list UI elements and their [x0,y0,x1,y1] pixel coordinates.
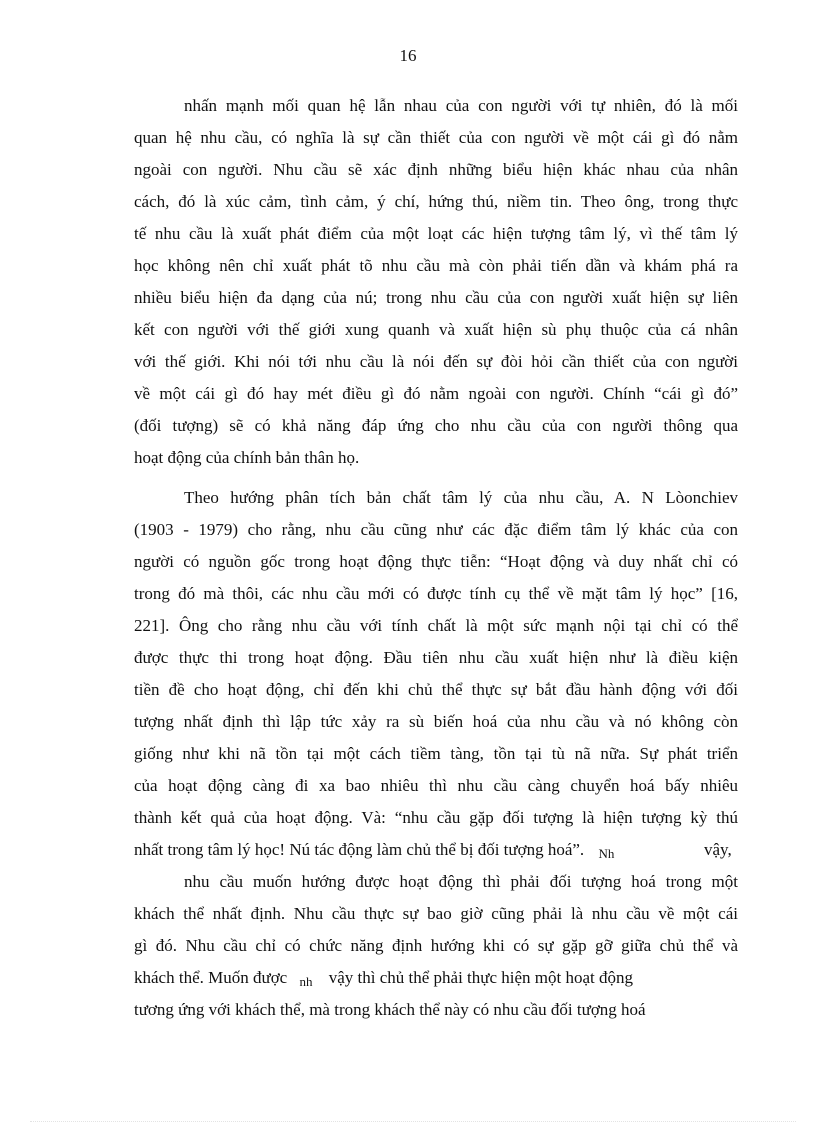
text-line: hoạt động của chính bản thân họ. [134,448,360,467]
text-line: Theo hướng phân tích bản chất tâm lý của nhu cầu, A. N Lòonchiev [184,488,738,507]
text-line [134,840,614,861]
text-line: tương ứng với khách thể, mà trong khách thể này có nhu cầu đối tượng hoá [134,1000,646,1019]
text-line: kết con người với thế giới xung quanh và xuất hiện sù phụ thuộc của cá nhân [134,320,738,339]
text-line: được thực thi trong hoạt động. Đầu tiên nhu cầu xuất hiện như là điều kiện [134,648,738,667]
text-line: cách, đó là xúc cảm, tình cảm, ý chí, hứng thú, niềm tin. Theo ông, trong thực [134,192,738,211]
page-number: 16 [399,46,417,65]
text-line: giống như khi nã tồn tại một cách tiềm tàng, tồn tại tù nã nữa. Sự phát triển [134,744,738,763]
text-line: với thế giới. Khi nói tới nhu cầu là nói đến sự đòi hỏi cần thiết của con người [134,352,738,371]
text-line: (đối tượng) sẽ có khả năng đáp ứng cho nhu cầu của con người thông qua [134,416,738,435]
text-line: ngoài con người. Nhu cầu sẽ xác định những biểu hiện khác nhau của nhân [134,160,738,179]
text-line: 221]. Ông cho rằng nhu cầu với tính chất là một sức mạnh nội tại chỉ có thể [134,616,738,635]
text-line: khách thể nhất định. Nhu cầu thực sự bao giờ cũng phải là nhu cầu về một cái [134,904,738,923]
text-line-segment: vậy thì chủ thể phải thực hiện một hoạt động [328,968,634,987]
inline-fragment-vay: vậy, [704,840,732,859]
text-line: người có nguồn gốc trong hoạt động thực tiễn: “Hoạt động và duy nhất chỉ có [134,552,738,571]
text-line: tượng nhất định thì lập tức xảy ra sù biến hoá của nhu cầu và nó không còn [134,712,738,731]
inline-fragment-nh-small: nh [299,974,313,989]
text-line: học không nên chỉ xuất phát tõ nhu cầu mà còn phải tiến dần và khám phá ra [134,256,738,275]
text-line: gì đó. Nhu cầu chỉ có chức năng định hướng khi có sự gặp gỡ giữa chủ thể và [134,936,738,955]
text-line: của hoạt động càng đi xa bao nhiêu thì nhu cầu càng chuyển hoá bấy nhiêu [134,776,738,795]
text-line: (1903 - 1979) cho rằng, nhu cầu cũng như các đặc điểm tâm lý khác của con [134,520,738,539]
text-line: tiền đề cho hoạt động, chỉ đến khi chủ thể thực sự bắt đầu hành động với đối [134,680,738,699]
text-line-segment: khách thể. Muốn được [134,968,288,987]
text-line: thành kết quả của hoạt động. Và: “nhu cầu gặp đối tượng là hiện tượng kỳ thú [134,808,738,827]
text-line: nhu cầu muốn hướng được hoạt động thì phải đối tượng hoá trong một [184,872,738,891]
text-line: trong đó mà thôi, các nhu cầu mới có được tính cụ thể về mặt tâm lý học” [16, [134,584,738,603]
text-line: tế nhu cầu là xuất phát điểm của một loạt các hiện tượng tâm lý, vì thế tâm lý [134,224,738,243]
text-line: nhiều biểu hiện đa dạng của nú; trong nhu cầu của con người xuất hiện sự liên [134,288,738,307]
text-line [134,968,633,989]
text-line: quan hệ nhu cầu, có nghĩa là sự cần thiết của con người về một cái gì đó nằm [134,128,738,147]
text-line-segment: nhất trong tâm lý học! Nú tác động làm chủ thể bị đối tượng hoá”. [134,840,585,859]
inline-fragment-nh: Nh [598,846,615,861]
text-line: nhấn mạnh mối quan hệ lẫn nhau của con người với tự nhiên, đó là mối [184,96,738,115]
text-line: về một cái gì đó hay mét điều gì đó nằm ngoài con người. Chính “cái gì đó” [134,384,738,403]
page-bottom-rule [30,1121,796,1122]
